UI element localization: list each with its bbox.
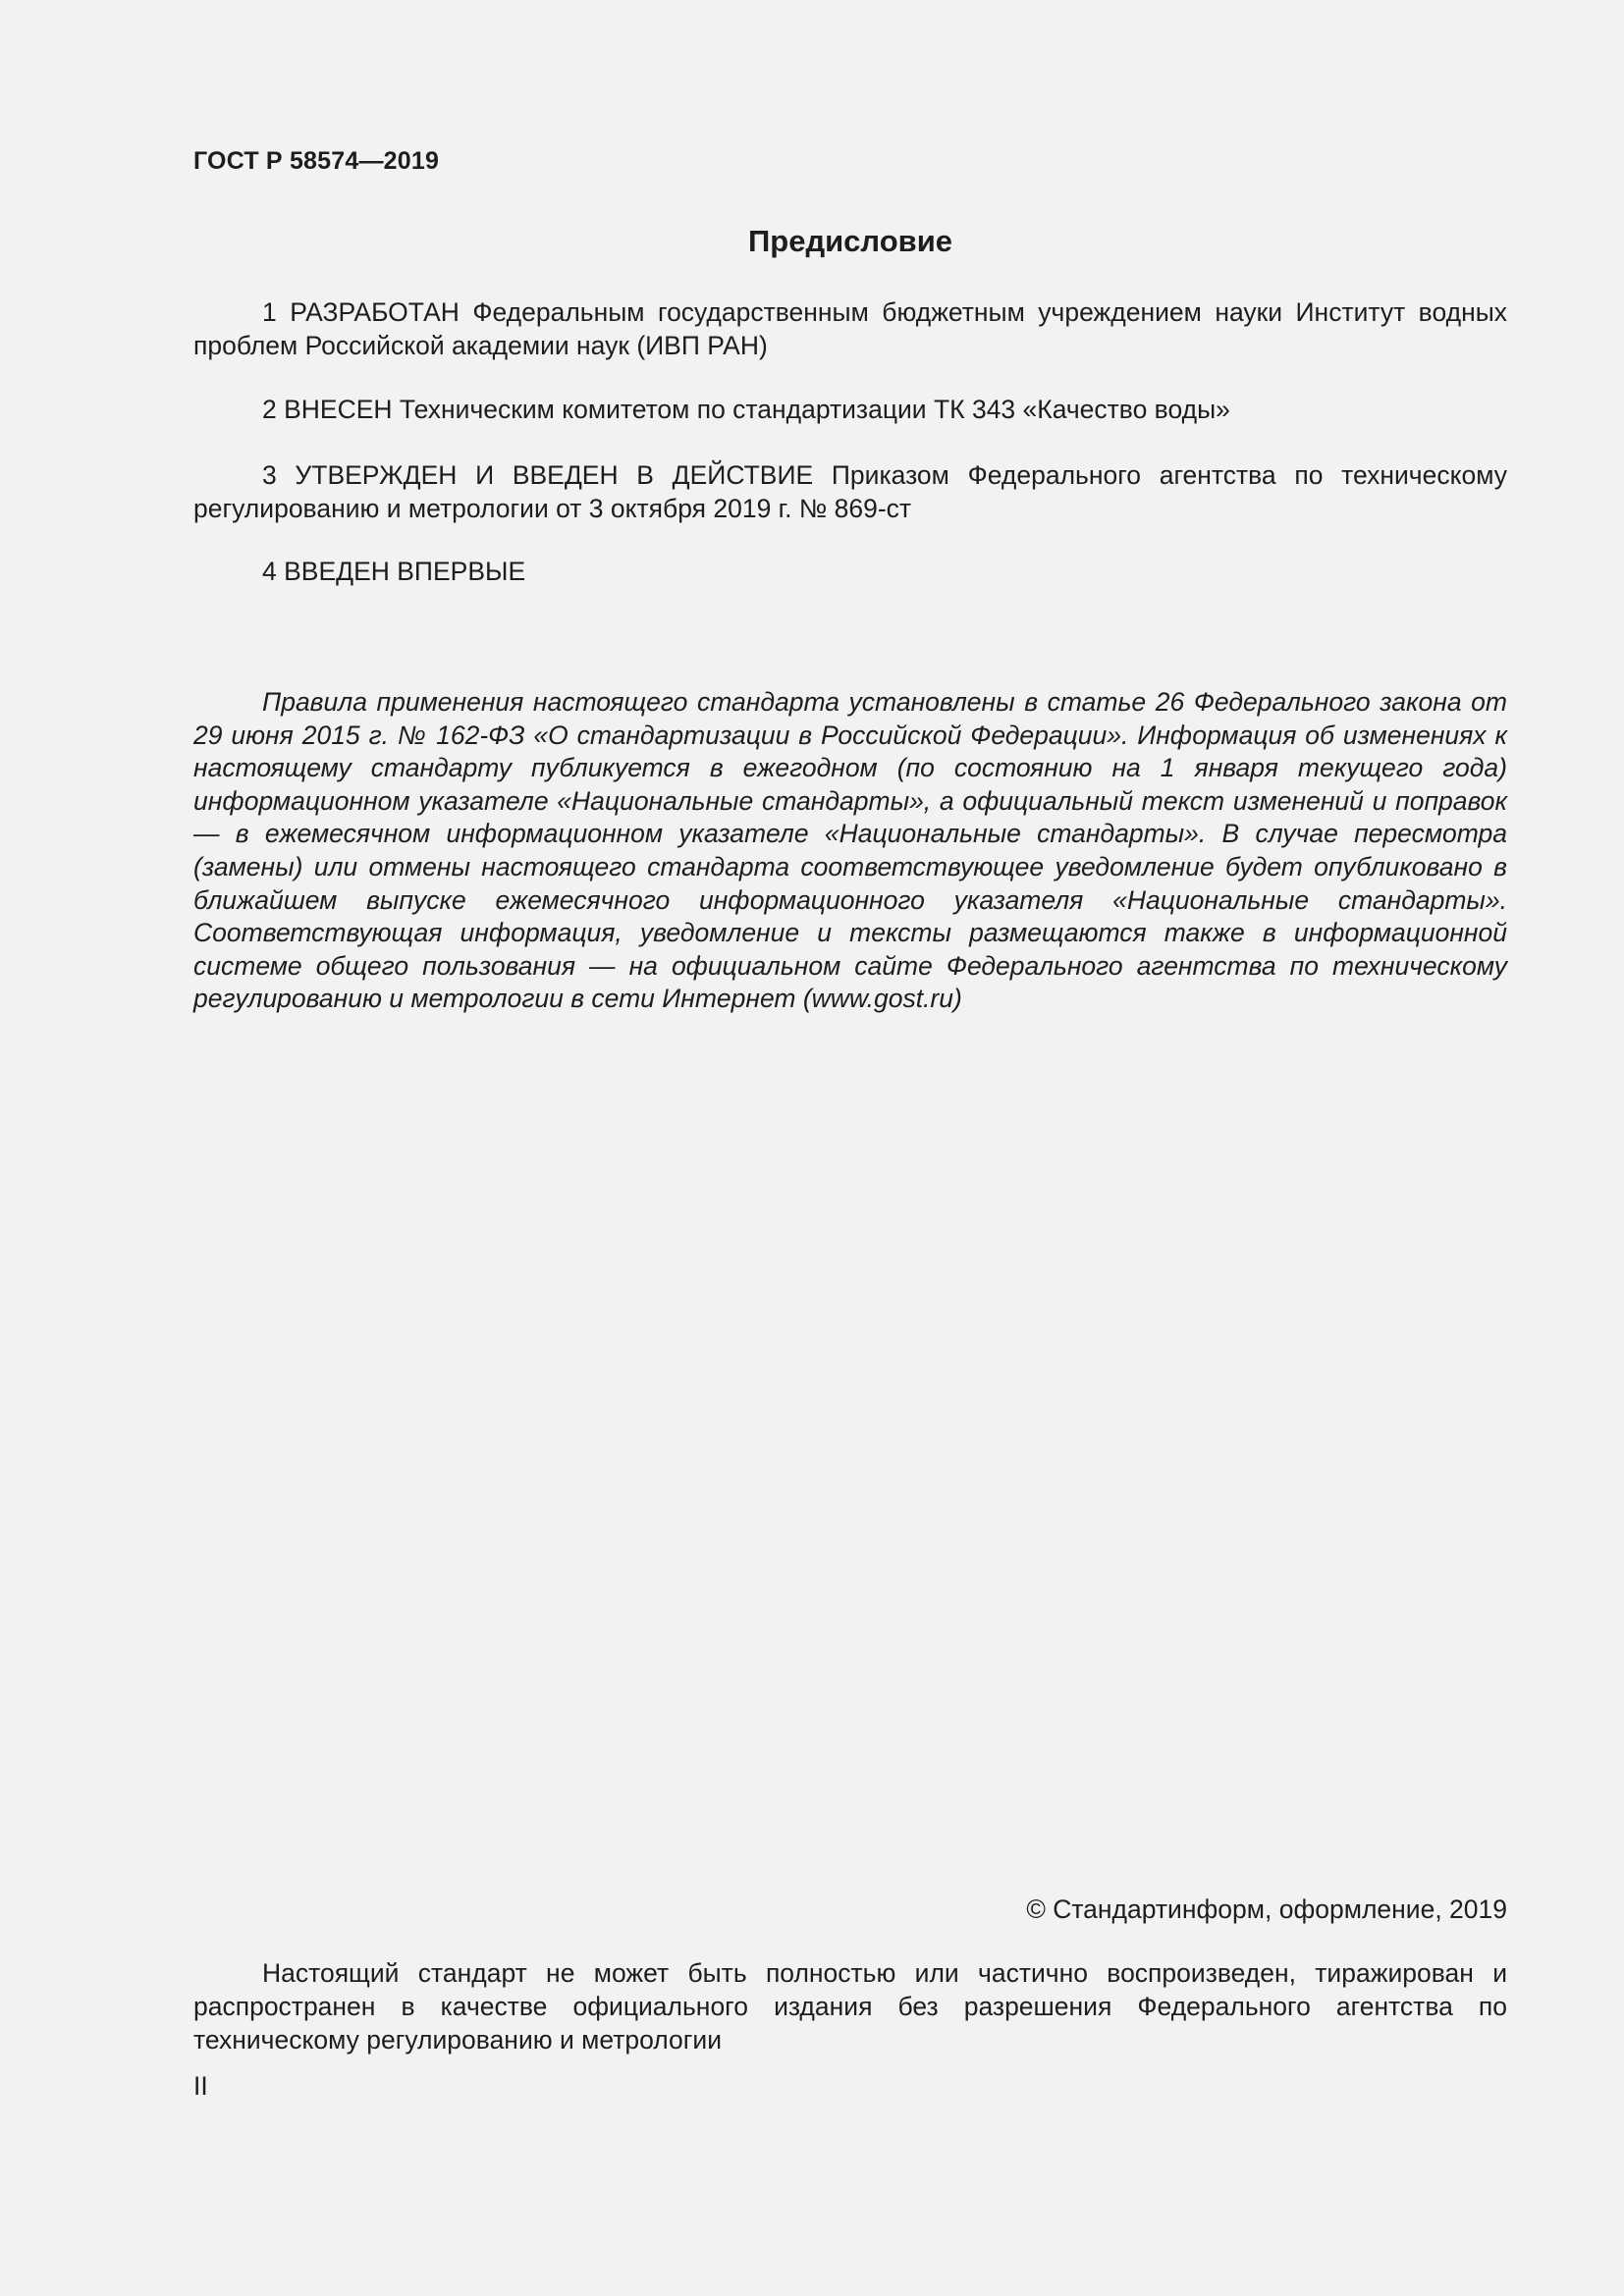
document-code: ГОСТ Р 58574—2019	[193, 147, 440, 175]
reproduction-notice: Настоящий стандарт не может быть полностью или частично воспроизведен, тиражирован и распространен в качестве официального издания без разрешения Федерального агентства по техническому регулированию и метрологии	[193, 1958, 1507, 2055]
application-rules-paragraph: Правила применения настоящего стандарта установлены в статье 26 Федерального закона от 29 июня 2015 г. № 162-ФЗ «О стандартизации в Российской Федерации». Информация об изменениях к настоящему стандарту публикуется в ежегодном (по состоянию на 1 января текущего года) информационном указателе «Национальные стандарты», а официальный текст изменений и поправок — в ежемесячном информационном указателе «Национальные стандарты». В случае пересмотра (замены) или отмены настоящего стандарта соответствующее уведомление будет опубликовано в ближайшем выпуске ежемесячного информационного указателя «Национальные стандарты». Соответствующая информация, уведомление и тексты размещаются также в информационной системе общего пользования — на официальном сайте Федерального агентства по техническому регулированию и метрологии в сети Интернет (www.gost.ru)	[193, 687, 1507, 1014]
preface-item-approved: 3 УТВЕРЖДЕН И ВВЕДЕН В ДЕЙСТВИЕ Приказом Федерального агентства по техническому регулированию и метрологии от 3 октября 2019 г. № 869-ст	[193, 460, 1507, 523]
preface-item-introduced: 2 ВНЕСЕН Техническим комитетом по стандартизации ТК 343 «Качество воды»	[262, 395, 1230, 424]
page-number: II	[193, 2071, 208, 2101]
preface-item-first-introduced: 4 ВВЕДЕН ВПЕРВЫЕ	[262, 557, 526, 586]
preface-item-developed: 1 РАЗРАБОТАН Федеральным государственным бюджетным учреждением науки Институт водных проблем Российской академии наук (ИВП РАН)	[193, 297, 1507, 360]
copyright-notice: © Стандартинформ, оформление, 2019	[1026, 1895, 1507, 1924]
preface-title: Предисловие	[747, 224, 952, 258]
